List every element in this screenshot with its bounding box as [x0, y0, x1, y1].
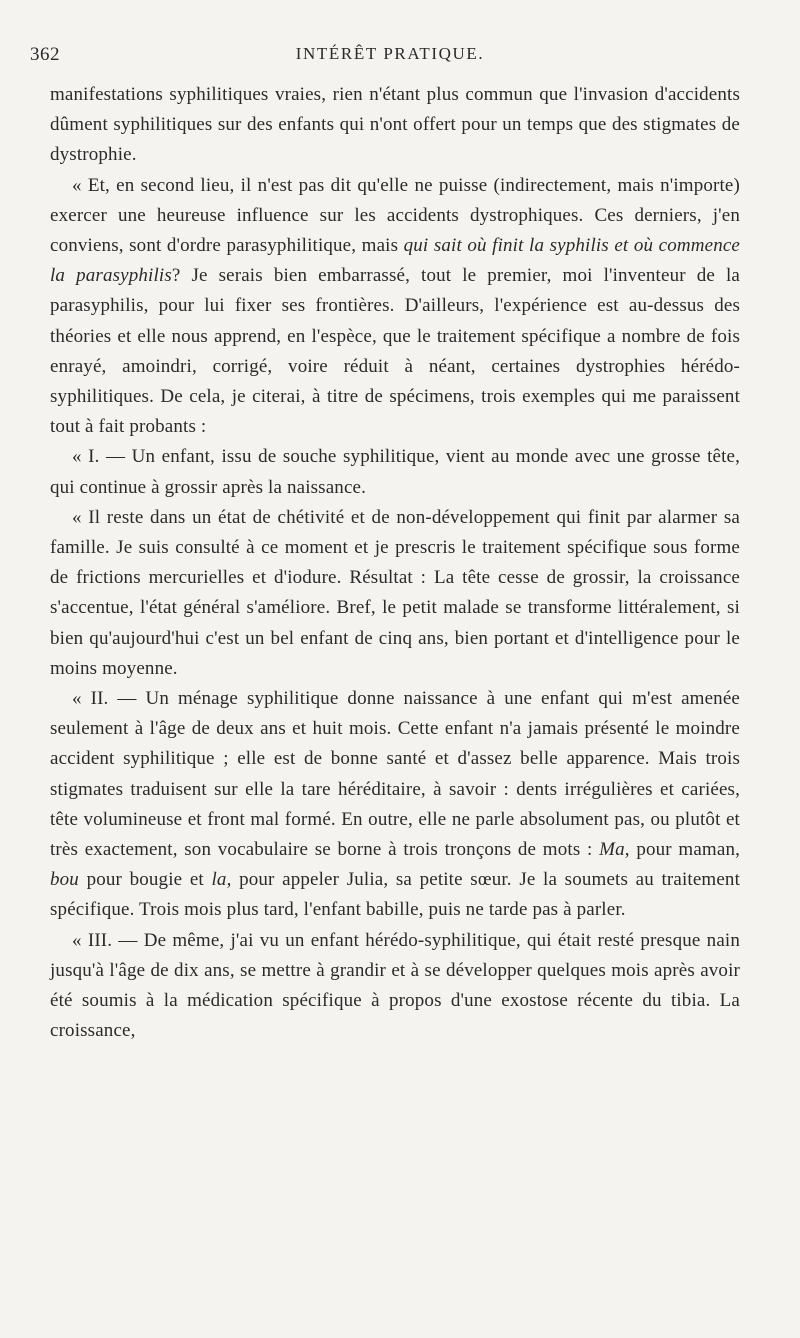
page-number: 362: [30, 44, 60, 65]
paragraph: [50, 171, 740, 443]
text-segment: , pour maman,: [624, 839, 740, 861]
text-segment: « Et, en second lieu, il n'est pas dit qu'elle ne puisse (indirectement, mais n'importe) exercer une heureuse influence sur les accidents dystrophiques. Ces derniers, j'en conviens, sont d'ordre parasyphilitique, mais: [50, 174, 740, 257]
text-segment: manifestations syphilitiques vraies, rien n'étant plus commun que l'invasion d'accidents dûment syphilitiques sur des enfants qui n'ont offert pour un temps que des stigmates de dystrophie.: [50, 84, 740, 166]
italic-segment: bou: [50, 869, 79, 891]
italic-segment: la: [211, 869, 227, 891]
italic-segment: Ma: [599, 839, 625, 861]
paragraph: [50, 926, 740, 1047]
running-head: INTÉRÊT PRATIQUE.: [295, 44, 485, 63]
text-segment: ? Je serais bien embarrassé, tout le premier, moi l'inventeur de la parasyphilis, pour lui fixer ses frontières. D'ailleurs, l'expérience est au-dessus des théories et elle nous apprend, en l'espèce, que le traitement spécifique a nombre de fois enrayé, amoindri, corrigé, voire réduit à néant, certaines dystrophies hérédo-syphilitiques. De cela, je citerai, à titre de spécimens, trois exemples qui me paraissent tout à fait probants :: [50, 265, 740, 438]
paragraph: [50, 442, 740, 502]
paragraph: [50, 80, 740, 171]
text-segment: « I. — Un enfant, issu de souche syphilitique, vient au monde avec une grosse tête, qui continue à grossir après la naissance.: [50, 446, 740, 498]
paragraph: [50, 684, 740, 926]
page-header: [30, 44, 750, 74]
text-segment: , pour appeler Julia, sa petite sœur. Je la soumets au traitement spécifique. Trois mois plus tard, l'enfant babille, puis ne tarde pas à parler.: [50, 869, 740, 921]
body-text: [50, 80, 740, 1047]
text-segment: « Il reste dans un état de chétivité et de non-développement qui finit par alarmer sa famille. Je suis consulté à ce moment et je prescris le traitement spécifique sous forme de frictions mercurielles et d'iodure. Résultat : La tête cesse de grossir, la croissance s'accentue, l'état général s'améliore. Bref, le petit malade se transforme littéralement, si bien qu'aujourd'hui c'est un bel enfant de cinq ans, bien portant et d'intelligence pour le moins moyenne.: [50, 506, 740, 679]
text-segment: « II. — Un ménage syphilitique donne naissance à une enfant qui m'est amenée seulement à l'âge de deux ans et huit mois. Cette enfant n'a jamais présenté le moindre accident syphilitique ; elle est de bonne santé et d'assez belle apparence. Mais trois stigmates traduisent sur elle la tare héréditaire, à savoir : dents irrégulières et cariées, tête volumineuse et front mal formé. En outre, elle ne parle absolument pas, ou plutôt et très exactement, son vocabulaire se borne à trois tronçons de mots :: [50, 688, 740, 861]
paragraph: [50, 503, 740, 684]
italic-segment: qui sait où finit la syphilis et où commence la parasyphilis: [50, 235, 741, 287]
text-segment: pour bougie et: [78, 869, 212, 891]
text-segment: « III. — De même, j'ai vu un enfant hérédo-syphilitique, qui était resté presque nain jusqu'à l'âge de dix ans, se mettre à grandir et à se développer quelques mois après avoir été soumis à la médication spécifique à propos d'une exostose récente du tibia. La croissance,: [50, 929, 740, 1042]
